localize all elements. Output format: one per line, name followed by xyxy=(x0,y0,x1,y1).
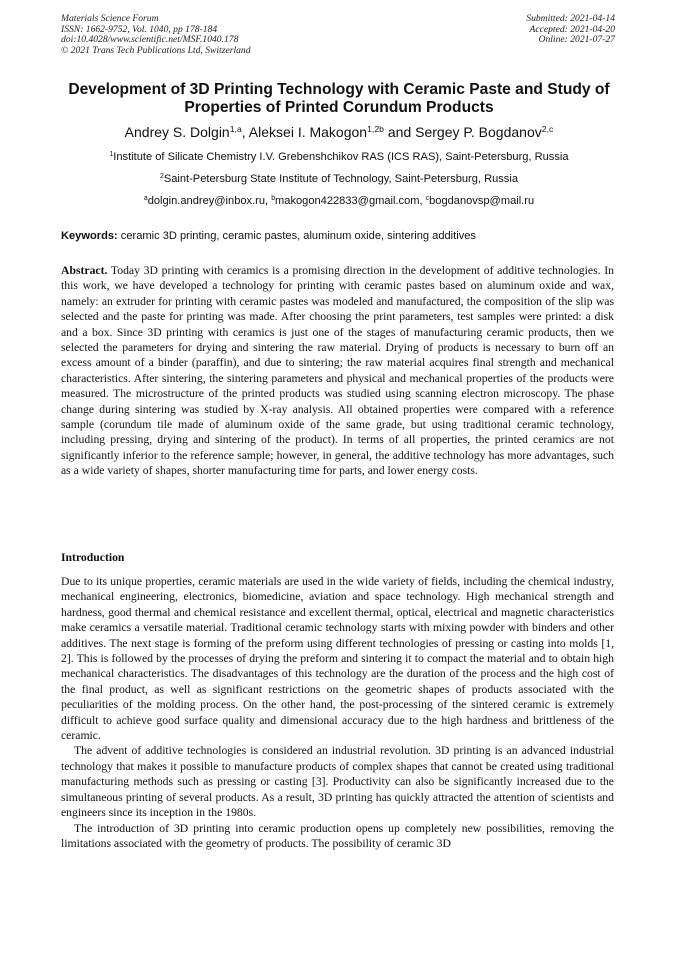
journal-issn: ISSN: 1662-9752, Vol. 1040, pp 178-184 xyxy=(61,23,218,35)
introduction-heading: Introduction xyxy=(61,551,125,564)
paragraph: The introduction of 3D printing into ceramic production opens up completely new possibilities, removing the limitations associated with the geometry of products. The possibility of ceramic 3D xyxy=(61,821,614,850)
email-address[interactable]: bogdanovsp@mail.ru xyxy=(429,195,535,207)
author-affiliation-sup: 1,a xyxy=(229,124,242,135)
affiliation-2 xyxy=(20,172,658,186)
abstract-label: Abstract. xyxy=(61,264,108,277)
email-separator: , xyxy=(265,195,272,207)
author-name: Andrey S. Dolgin xyxy=(124,124,230,140)
journal-copyright: © 2021 Trans Tech Publications Ltd, Switzerland xyxy=(61,44,251,56)
submitted-date: Submitted: 2021-04-14 xyxy=(526,13,615,24)
email-sup: b xyxy=(271,195,276,203)
author-affiliation-sup: 1,2b xyxy=(367,124,384,135)
email-address[interactable]: dolgin.andrey@inbox.ru xyxy=(147,195,266,207)
abstract xyxy=(61,263,614,479)
journal-header xyxy=(61,14,251,56)
paragraph: Due to its unique properties, ceramic materials are used in the wide variety of fields, including the chemical industry, mechanical engineering, electronics, biomedicine, aviation and space technology. High mechanical strength and hardness, good thermal and chemical resistance and excellent thermal, optical, electrical and magnetic characteristics make ceramics a versatile material. Traditional ceramic technology starts with mixing powder with binders and other additives. The next stage is forming of the preform using different technologies of pressing or casting into molds [1, 2]. This is followed by the processes of drying the preform and sintering it to compact the material and to obtain high mechanical characteristics. The disadvantages of this technology are the duration of the process and the high cost of the final product, as well as significant restrictions on the geometric shapes of products associated with the peculiarities of the molding process. On the other hand, the post-processing of the sintered ceramic is extremely difficult to achieve good surface quality and dimensional accuracy due to the high hardness and brittleness of the ceramic. xyxy=(61,575,614,743)
keywords-text: ceramic 3D printing, ceramic pastes, aluminum oxide, sintering additives xyxy=(117,230,476,242)
online-date: Online: 2021-07-27 xyxy=(538,34,615,46)
paragraph: The advent of additive technologies is considered an industrial revolution. 3D printing is an advanced industrial technology that makes it possible to manufacture products of complex shapes that cannot be created using traditional manufacturing methods such as pressing or casting [3]. Productivity can also be significantly increased due to the simultaneous printing of several products. As a result, 3D printing has quickly attracted the attention of scientists and engineers since its inception in the 1980s. xyxy=(61,744,614,820)
affiliation-sup: 2 xyxy=(160,173,164,181)
journal-doi: doi:10.4028/www.scientific.net/MSF.1040.178 xyxy=(61,34,239,46)
accepted-date: Accepted: 2021-04-20 xyxy=(529,23,615,35)
submission-dates xyxy=(526,14,615,46)
abstract-text: Today 3D printing with ceramics is a promising direction in the development of additive technologies. In this work, we have developed a technology for printing with ceramic pastes based on aluminum oxide and wax, namely: an extruder for printing with ceramic pastes was modeled and manufactured, the composition of the slip was selected and the paste for printing was made. After choosing the print parameters, test samples were printed: a disk and a box. Since 3D printing with ceramics is just one of the stages of manufacturing ceramic products, then we selected the parameters for drying and sintering the raw material. Drying of products is necessary to burn off an excess amount of a binder (paraffin), and due to sintering; the raw material acquires final strength and mechanical characteristics. After sintering, the sintering parameters and physical and mechanical properties of the products were measured. The microstructure of the printed products was studied using scanning electron microscopy. The phase change during sintering was studied by X-ray analysis. All obtained properties were compared with a reference sample (corundum tile made of aluminum oxide of the same grade, but using traditional ceramic technology, including pressing, drying and sintering of the product). In terms of all properties, the printed ceramics are not significantly inferior to the reference sample; however, in general, the additive technology has more advantages, such as a wide variety of shapes, shorter manufacturing time for parts, and lower energy costs. xyxy=(61,264,614,478)
affiliation-sup: 1 xyxy=(109,151,114,159)
affiliation-1 xyxy=(20,150,658,164)
affiliation-text: Institute of Silicate Chemistry I.V. Grebenshchikov RAS (ICS RAS), Saint-Petersburg, Russia xyxy=(113,151,569,163)
email-sup: a xyxy=(143,195,148,203)
author-name: Aleksei I. Makogon xyxy=(248,124,368,140)
keywords-label: Keywords: xyxy=(61,230,118,242)
journal-name: Materials Science Forum xyxy=(61,13,159,24)
keywords xyxy=(61,229,621,243)
email-address[interactable]: makogon422833@gmail.com xyxy=(275,195,420,207)
author-emails xyxy=(20,194,658,208)
author-separator: and xyxy=(383,124,416,140)
email-separator: , xyxy=(419,195,426,207)
author-name: Sergey P. Bogdanov xyxy=(415,124,542,140)
email-sup: c xyxy=(425,195,430,203)
author-list xyxy=(30,123,648,141)
author-affiliation-sup: 2,c xyxy=(541,124,554,135)
author-separator: , xyxy=(241,124,249,140)
affiliation-text: Saint-Petersburg State Institute of Technology, Saint-Petersburg, Russia xyxy=(163,173,518,185)
paper-title: Development of 3D Printing Technology with Ceramic Paste and Study of Properties of Printed Corundum Products xyxy=(68,81,610,117)
introduction-body xyxy=(61,574,614,851)
